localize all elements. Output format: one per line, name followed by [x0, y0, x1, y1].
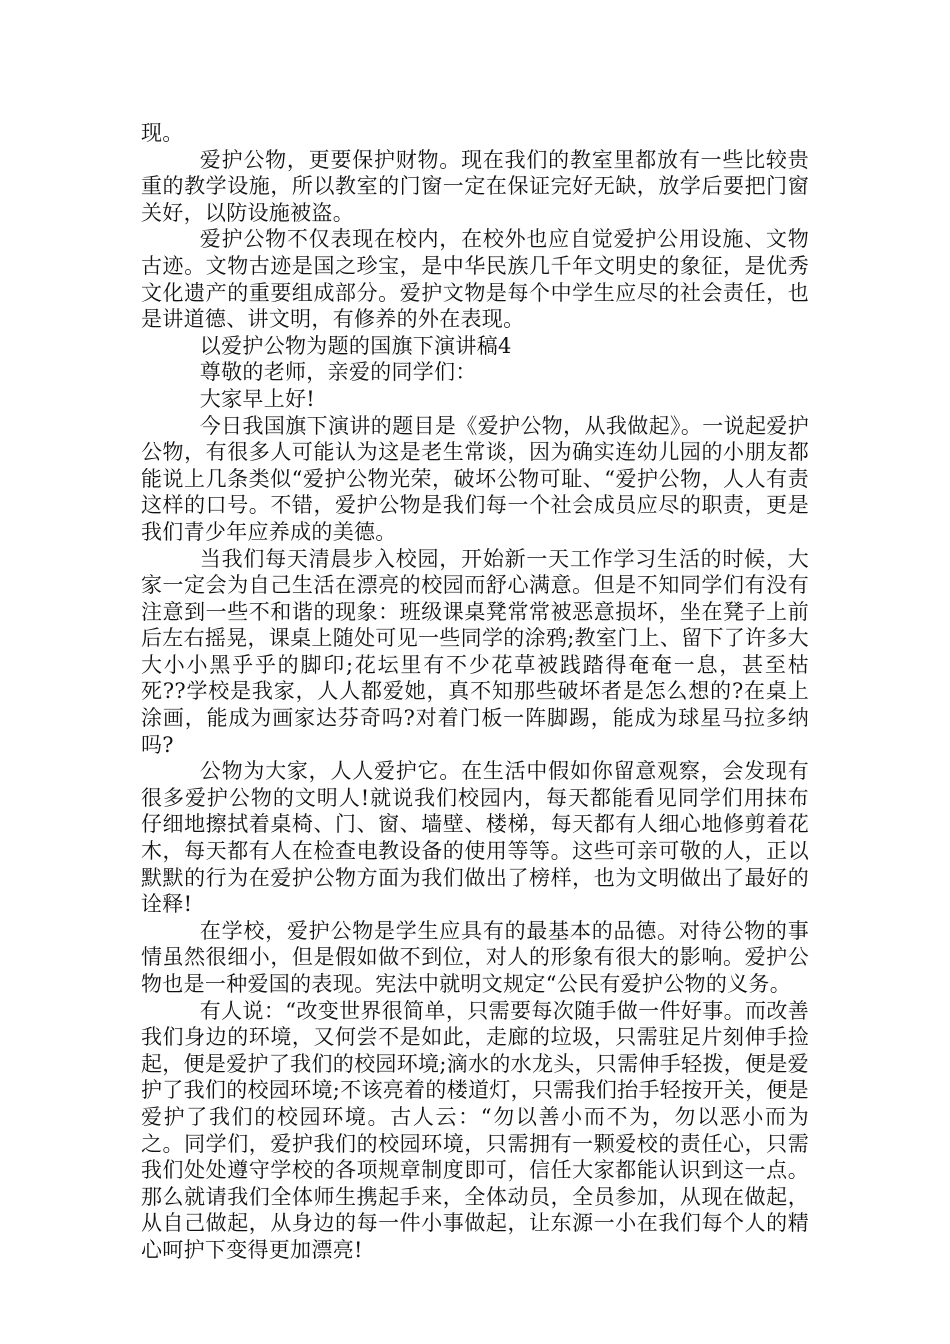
paragraph-basic-morality: 在学校，爱护公物是学生应具有的最基本的品德。对待公物的事情虽然很细小，但是假如做不到位，对人的形象有很大的影响。爱护公物也是一种爱国的表现。宪法中就明文规定“公民有爱护公物的义务。 — [141, 918, 809, 996]
document-body — [141, 120, 809, 1264]
paragraph-speech-topic: 今日我国旗下演讲的题目是《爱护公物，从我做起》。一说起爱护公物，有很多人可能认为这是老生常谈，因为确实连幼儿园的小朋友都能说上几条类似“爱护公物光荣，破坏公物可耻、“爱护公物，人人有责这样的口号。不错，爱护公物是我们每一个社会成员应尽的职责，更是我们青少年应养成的美德。 — [141, 413, 809, 544]
salutation: 尊敬的老师，亲爱的同学们： — [199, 360, 477, 385]
paragraph-call-to-action: 有人说：“改变世界很简单，只需要每次随手做一件好事。而改善我们身边的环境，又何尝不是如此，走廊的垃圾，只需驻足片刻伸手捡起，便是爱护了我们的校园环境;滴水的水龙头，只需伸手轻拨，便是爱护了我们的校园环境;不该亮着的楼道灯，只需我们抬手轻按开关，便是爱护了我们的校园环境。古人云：“勿以善小而不为，勿以恶小而为之。同学们，爱护我们的校园环境，只需拥有一颗爱校的责任心，只需我们处处遵守学校的各项规章制度即可，信任大家都能认识到这一点。那么就请我们全体师生携起手来，全体动员，全员参加，从现在做起，从自己做起，从身边的每一件小事做起，让东源一小在我们每个人的精心呵护下变得更加漂亮! — [141, 998, 809, 1262]
greeting: 大家早上好! — [199, 386, 316, 411]
paragraph-campus-phenomena: 当我们每天清晨步入校园，开始新一天工作学习生活的时候，大家一定会为自己生活在漂亮的校园而舒心满意。但是不知同学们有没有注意到一些不和谐的现象：班级课桌凳常常被恶意损坏，坐在凳子上前后左右摇晃，课桌上随处可见一些同学的涂鸦;教室门上、留下了许多大大小小黑乎乎的脚印;花坛里有不少花草被践踏得奄奄一息，甚至枯死??学校是我家，人人都爱她，真不知那些破坏者是怎么想的?在桌上涂画，能成为画家达芬奇吗?对着门板一阵脚踢，能成为球星马拉多纳吗? — [141, 546, 809, 757]
speech-title: 以爱护公物为题的国旗下演讲稿4 — [199, 333, 512, 358]
paragraph-cultural-relics: 爱护公物不仅表现在校内，在校外也应自觉爱护公用设施、文物古迹。文物古迹是国之珍宝，是中华民族几千年文明史的象征，是优秀文化遗产的重要组成部分。爱护文物是每个中学生应尽的社会责任，也是讲道德、讲文明，有修养的外在表现。 — [141, 227, 809, 332]
paragraph-civilized-people: 公物为大家，人人爱护它。在生活中假如你留意观察，会发现有很多爱护公物的文明人!就说我们校园内，每天都能看见同学们用抹布仔细地擦拭着桌椅、门、窗、墙壁、楼梯，每天都有人细心地修剪着花木，每天都有人在检查电教设备的使用等等。这些可亲可敬的人，正以默默的行为在爱护公物方面为我们做出了榜样，也为文明做出了最好的诠释! — [141, 759, 809, 917]
paragraph-protect-property: 爱护公物，更要保护财物。现在我们的教室里都放有一些比较贵重的教学设施，所以教室的门窗一定在保证完好无缺，放学后要把门窗关好，以防设施被盗。 — [141, 147, 809, 225]
paragraph-continuation: 现。 — [141, 121, 184, 145]
